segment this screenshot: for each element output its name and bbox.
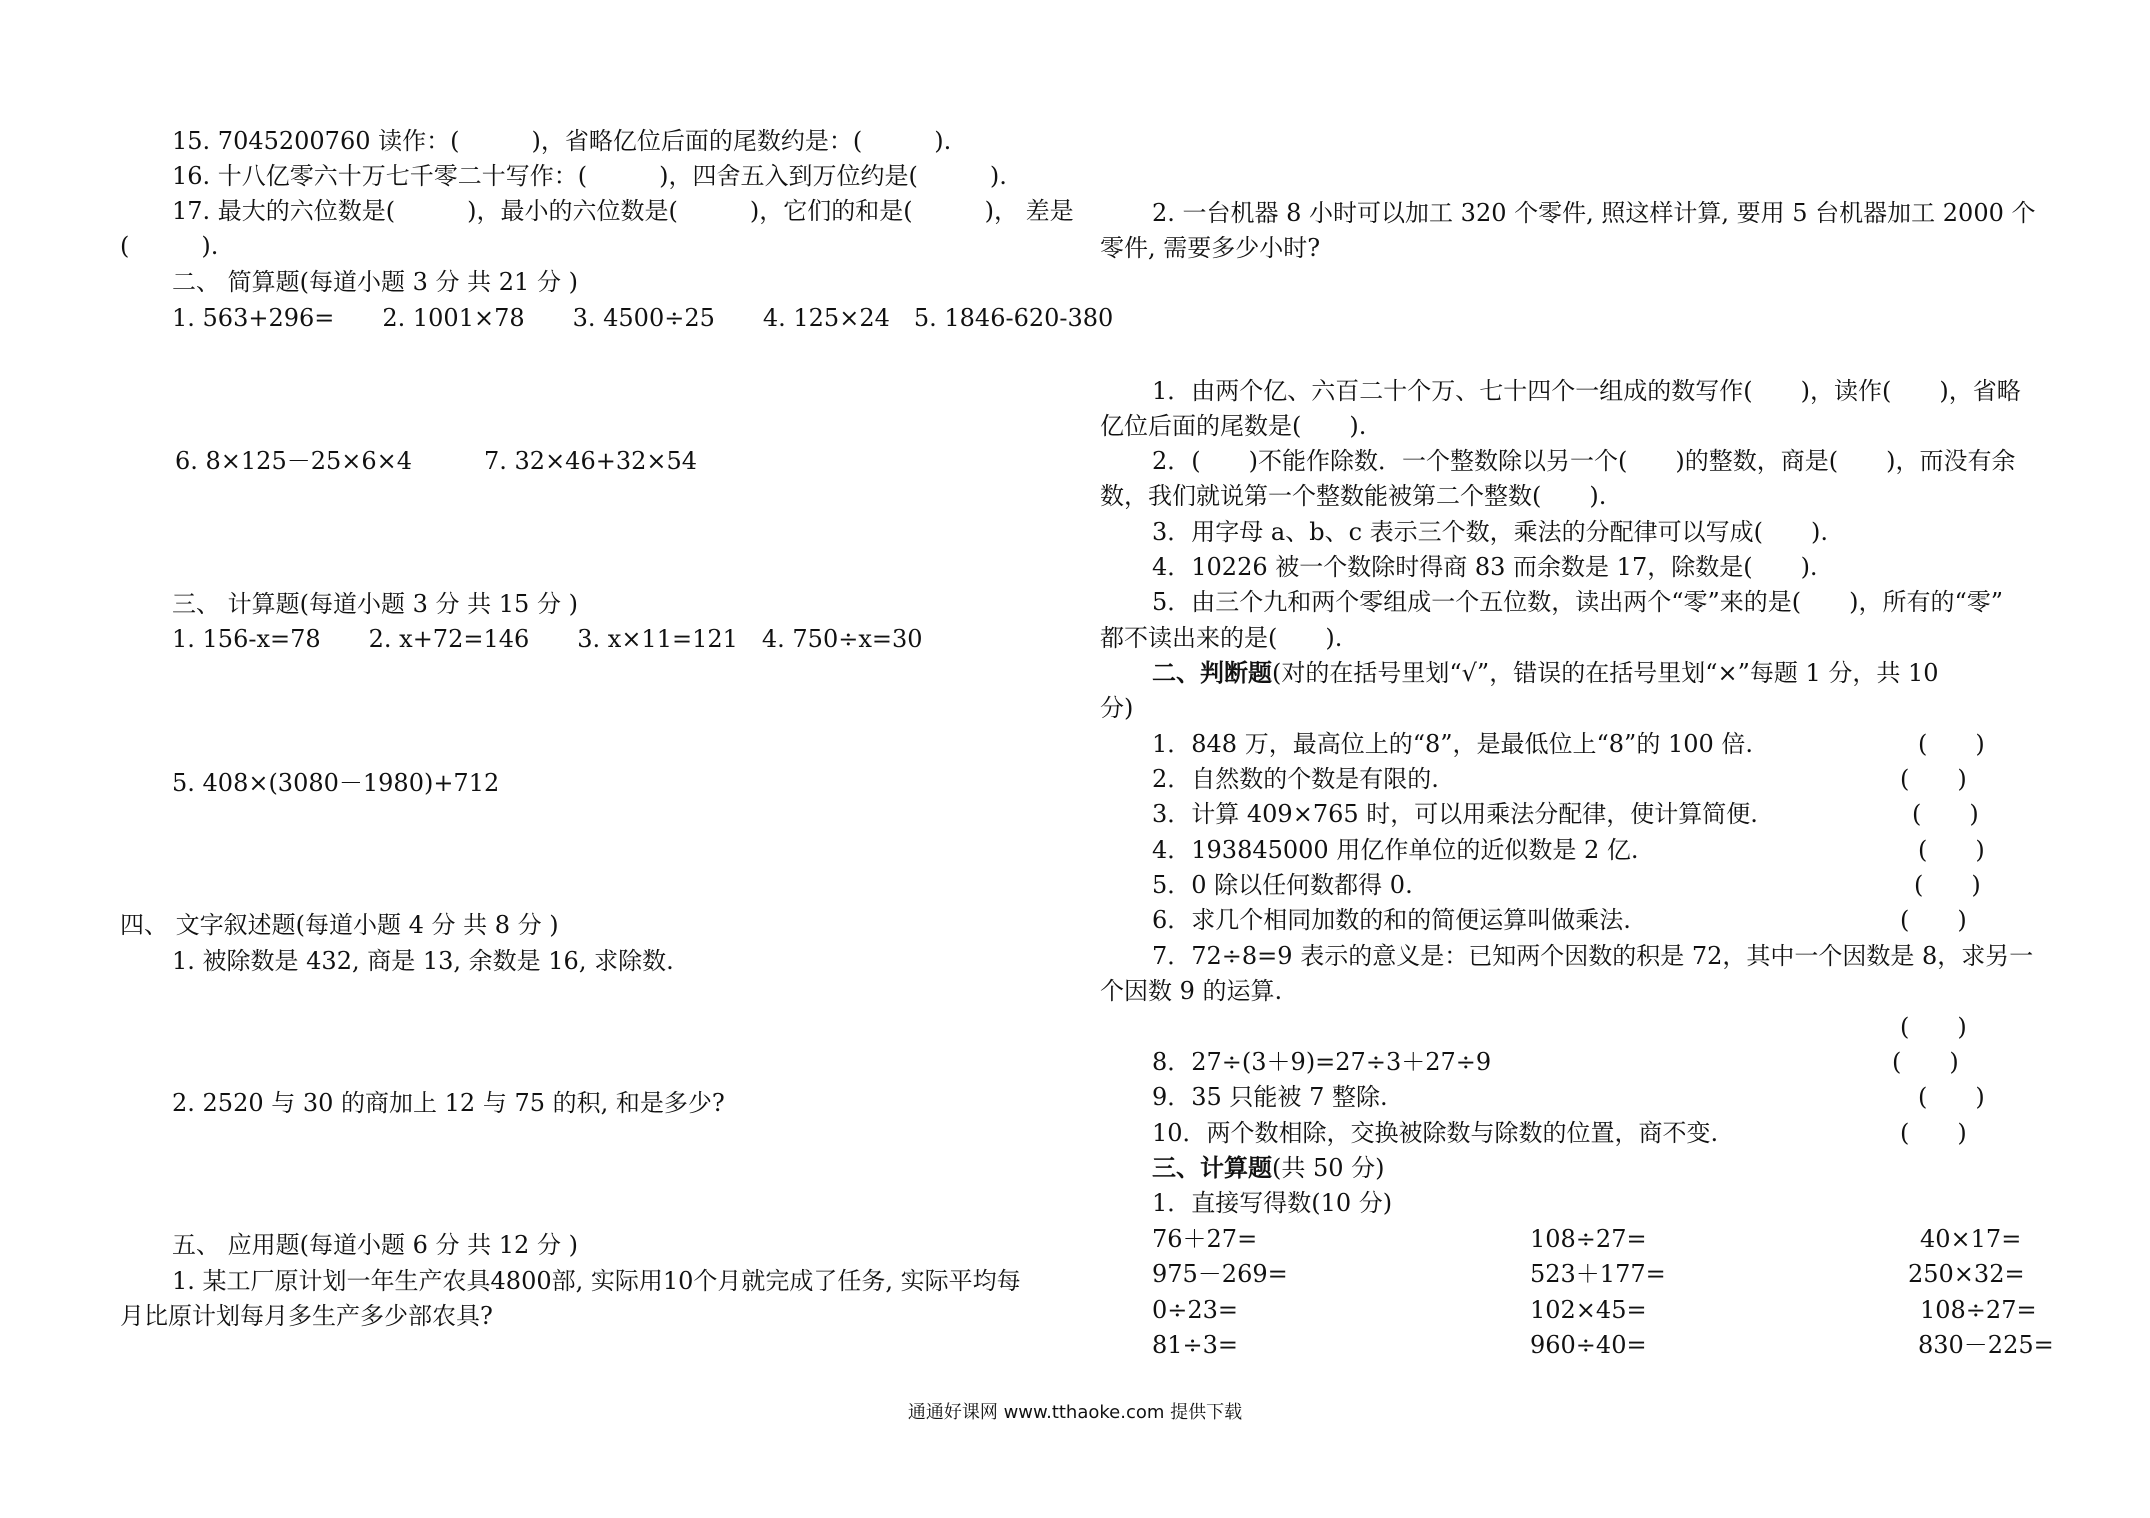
section-5-title: 五、 应用题(每道小题 6 分 共 12 分 ) <box>172 1231 578 1259</box>
section-5-question-1: 1. 某工厂原计划一年生产农具4800部, 实际用10个月就完成了任务, 实际平均每 <box>172 1267 1021 1295</box>
section-4-question-2: 2. 2520 与 30 的商加上 12 与 75 的积, 和是多少? <box>172 1089 725 1117</box>
direct-item: 40×17= <box>1920 1225 2022 1253</box>
direct-item: 81÷3= <box>1152 1331 1239 1359</box>
question-17: 17. 最大的六位数是( )，最小的六位数是( )，它们的和是( )， 差是 <box>172 197 1074 225</box>
judge-item-5: 5．0 除以任何数都得 0. <box>1152 871 1413 899</box>
answer-paren[interactable]: ( ) <box>1900 1013 1967 1041</box>
fill-question-2: 2．( )不能作除数．一个整数除以另一个( )的整数，商是( )，而没有余 <box>1152 447 2016 475</box>
direct-item: 975－269= <box>1152 1260 1288 1288</box>
fill-question-5: 5．由三个九和两个零组成一个五位数，读出两个“零”来的是( )，所有的“零” <box>1152 588 2004 616</box>
judge-item-7: 7．72÷8=9 表示的意义是：已知两个因数的积是 72，其中一个因数是 8，求另一 <box>1152 942 2034 970</box>
judge-item-4: 4．193845000 用亿作单位的近似数是 2 亿. <box>1152 836 1639 864</box>
calc-section-heading: 三、计算题 <box>1152 1153 1272 1182</box>
direct-item: 102×45= <box>1530 1296 1647 1324</box>
fill-question-5-cont: 都不读出来的是( ). <box>1100 624 1343 652</box>
fill-question-2-cont: 数，我们就说第一个整数能被第二个整数( ). <box>1100 482 1607 510</box>
judge-section-instructions: (对的在括号里划“√”，错误的在括号里划“×”每题 1 分，共 10 <box>1272 659 1939 687</box>
direct-item: 523＋177= <box>1530 1260 1666 1288</box>
judge-item-10: 10．两个数相除，交换被除数与除数的位置，商不变. <box>1152 1119 1719 1147</box>
fill-question-4: 4．10226 被一个数除时得商 83 而余数是 17，除数是( ). <box>1152 553 1818 581</box>
section-4-question-1: 1. 被除数是 432, 商是 13, 余数是 16, 求除数. <box>172 947 674 975</box>
footer-credit: 通通好课网 www.tthaoke.com 提供下载 <box>907 1402 1243 1423</box>
answer-paren[interactable]: ( ) <box>1892 1048 1959 1076</box>
judge-item-6: 6．求几个相同加数的和的简便运算叫做乘法. <box>1152 906 1631 934</box>
section-5-question-1-cont: 月比原计划每月多生产多少部农具? <box>120 1302 493 1330</box>
direct-item: 830－225= <box>1918 1331 2054 1359</box>
section-3-row-2: 5. 408×(3080－1980)+712 <box>172 769 500 797</box>
question-17-cont: ( ). <box>120 232 219 260</box>
direct-item: 0÷23= <box>1152 1296 1239 1324</box>
application-question-2-cont: 零件, 需要多少小时? <box>1100 234 1321 262</box>
direct-write-title: 1．直接写得数(10 分) <box>1152 1189 1393 1217</box>
answer-paren[interactable]: ( ) <box>1912 800 1979 828</box>
direct-item: 76＋27= <box>1152 1225 1258 1253</box>
application-question-2: 2. 一台机器 8 小时可以加工 320 个零件, 照这样计算, 要用 5 台机器加工 2000 个 <box>1152 199 2036 227</box>
judge-section-heading: 二、判断题 <box>1152 658 1272 687</box>
calc-section-title <box>1152 1151 1385 1185</box>
judge-item-7-cont: 个因数 9 的运算. <box>1100 977 1283 1005</box>
question-16: 16. 十八亿零六十万七千零二十写作：( )，四舍五入到万位约是( ). <box>172 162 1007 190</box>
section-2-row-1: 1. 563+296= 2. 1001×78 3. 4500÷25 4. 125×24 5. 1846-620-380 <box>172 304 1114 332</box>
answer-paren[interactable]: ( ) <box>1914 871 1981 899</box>
answer-paren[interactable]: ( ) <box>1900 1119 1967 1147</box>
section-2-row-2: 6. 8×125－25×6×4 7. 32×46+32×54 <box>175 447 698 475</box>
judge-item-2: 2．自然数的个数是有限的. <box>1152 765 1439 793</box>
section-4-title: 四、 文字叙述题(每道小题 4 分 共 8 分 ) <box>120 911 559 939</box>
answer-paren[interactable]: ( ) <box>1918 730 1985 758</box>
judge-item-1: 1．848 万，最高位上的“8”，是最低位上“8”的 100 倍. <box>1152 730 1754 758</box>
direct-item: 108÷27= <box>1530 1225 1647 1253</box>
fill-question-1-cont: 亿位后面的尾数是( ). <box>1100 412 1367 440</box>
answer-paren[interactable]: ( ) <box>1900 906 1967 934</box>
judge-item-8: 8．27÷(3＋9)=27÷3＋27÷9 <box>1152 1048 1492 1076</box>
calc-section-points: (共 50 分) <box>1272 1154 1385 1182</box>
question-15: 15. 7045200760 读作：( )，省略亿位后面的尾数约是：( ). <box>172 127 952 155</box>
fill-question-1: 1．由两个亿、六百二十个万、七十四个一组成的数写作( )，读作( )，省略 <box>1152 377 2021 405</box>
section-3-row-1: 1. 156-x=78 2. x+72=146 3. x×11=121 4. 750÷x=30 <box>172 625 923 653</box>
direct-item: 108÷27= <box>1920 1296 2037 1324</box>
answer-paren[interactable]: ( ) <box>1918 836 1985 864</box>
section-3-title: 三、 计算题(每道小题 3 分 共 15 分 ) <box>172 590 578 618</box>
judge-item-3: 3．计算 409×765 时，可以用乘法分配律，使计算简便. <box>1152 800 1758 828</box>
answer-paren[interactable]: ( ) <box>1900 765 1967 793</box>
judge-section-title <box>1152 656 1939 690</box>
fill-question-3: 3．用字母 a、b、c 表示三个数，乘法的分配律可以写成( ). <box>1152 518 1828 546</box>
judge-section-title-cont: 分) <box>1100 694 1134 722</box>
judge-item-9: 9．35 只能被 7 整除. <box>1152 1083 1388 1111</box>
direct-item: 250×32= <box>1908 1260 2025 1288</box>
answer-paren[interactable]: ( ) <box>1918 1083 1985 1111</box>
section-2-title: 二、 简算题(每道小题 3 分 共 21 分 ) <box>172 268 578 296</box>
direct-item: 960÷40= <box>1530 1331 1647 1359</box>
